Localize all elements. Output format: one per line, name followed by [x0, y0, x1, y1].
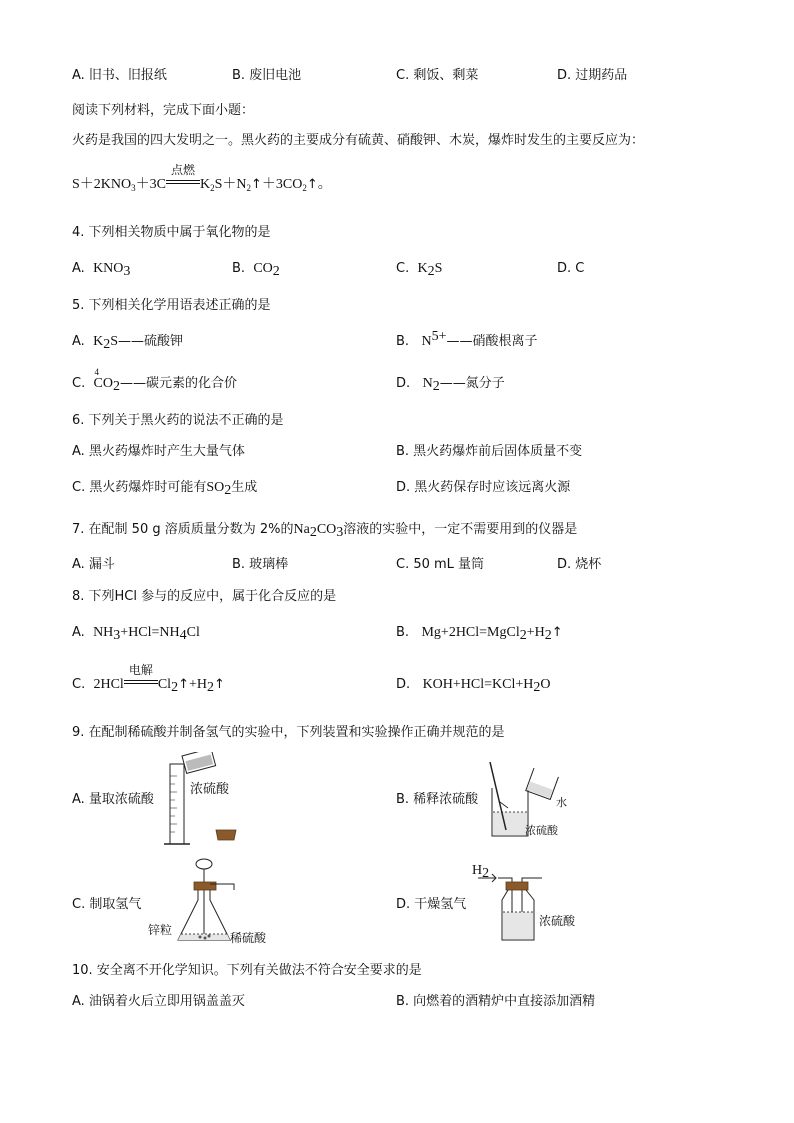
- q6-option-d: D. 黑火药保存时应该远离火源: [396, 480, 571, 495]
- q5-option-b: B. $N^{5+}——$硝酸根离子: [396, 329, 538, 349]
- q7-stem: 7. 在配制 50 g 溶质质量分数为 2%的$Na_2CO_3$溶液的实验中，一定不需要用到的仪器是: [72, 522, 578, 540]
- q7-option-c: C. 50 mL 量筒: [396, 557, 485, 572]
- q5-option-c: C. 4 $CO_2——$碳元素的化合价: [72, 367, 237, 394]
- q6-option-c: C. 黑火药爆炸时可能有$SO_2$生成: [72, 480, 258, 498]
- q6-option-a: A. 黑火药爆炸时产生大量气体: [72, 444, 245, 459]
- q9-b-water-label: 水: [556, 796, 567, 809]
- q9-option-d: D. 干燥氢气: [396, 897, 467, 912]
- q5-stem: 5. 下列相关化学用语表述正确的是: [72, 298, 271, 313]
- q10-stem: 10. 安全离不开化学知识。下列有关做法不符合安全要求的是: [72, 963, 422, 978]
- q10-option-a: A. 油锅着火后立即用锅盖盖灭: [72, 994, 245, 1009]
- q7-option-a: A. 漏斗: [72, 557, 115, 572]
- q9-stem: 9. 在配制稀硫酸并制备氢气的实验中，下列装置和实验操作正确并规范的是: [72, 725, 505, 740]
- q4-option-d: D. C: [557, 261, 585, 276]
- q4-option-a: A. $KNO_3$: [72, 261, 131, 279]
- material-intro: 阅读下列材料，完成下面小题：: [72, 103, 255, 118]
- q4-option-b: B. $CO_2$: [232, 261, 280, 279]
- q8-stem: 8. 下列HCl 参与的反应中，属于化合反应的是: [72, 589, 337, 604]
- q7-option-b: B. 玻璃棒: [232, 557, 289, 572]
- material-equation: $S+2KNO_3+3C$ 点燃 $K_2S+N_2↑+3CO_2↑$。: [72, 163, 332, 193]
- gas-drying-bottle-figure: [478, 860, 558, 944]
- electrolysis-mark: 电解: [124, 676, 158, 694]
- q9-d-h2-label: $H_2$: [472, 863, 490, 881]
- q8-option-c: C. 2HCl 电解 $Cl_2↑+H_2↑$: [72, 663, 225, 695]
- graduated-cylinder-figure: [160, 752, 260, 848]
- q3-option-c: C. 剩饭、剩菜: [396, 68, 479, 83]
- q3-option-d: D. 过期药品: [557, 68, 628, 83]
- q7-option-d: D. 烧杯: [557, 557, 602, 572]
- q5-option-d: D. $N_2——$氮分子: [396, 376, 505, 394]
- q9-c-zinc-label: 锌粒: [148, 923, 173, 937]
- q3-option-a: A. 旧书、旧报纸: [72, 68, 167, 83]
- q6-stem: 6. 下列关于黑火药的说法不正确的是: [72, 413, 284, 428]
- material-text: 火药是我国的四大发明之一。黑火药的主要成分有硫黄、硝酸钾、木炭，爆炸时发生的主要反应为：: [72, 133, 645, 148]
- q10-option-b: B. 向燃着的酒精炉中直接添加酒精: [396, 994, 596, 1009]
- q9-d-acid-label: 浓硫酸: [539, 914, 576, 928]
- q3-option-b: B. 废旧电池: [232, 68, 302, 83]
- q4-stem: 4. 下列相关物质中属于氧化物的是: [72, 225, 271, 240]
- q5-option-a: A. $K_2S——$硫酸钾: [72, 334, 183, 352]
- condition-mark: 点燃: [166, 176, 200, 194]
- q6-option-b: B. 黑火药爆炸前后固体质量不变: [396, 444, 583, 459]
- q9-option-c: C. 制取氢气: [72, 897, 142, 912]
- q9-option-a: A. 量取浓硫酸: [72, 792, 154, 807]
- q4-option-c: C. $K_2S$: [396, 261, 443, 279]
- q8-option-b: B. $Mg+2HCl=MgCl_2+H_2↑$: [396, 625, 563, 643]
- q8-option-a: A. $NH_3+HCl=NH_4Cl$: [72, 625, 200, 643]
- q8-option-d: D. $KOH+HCl=KCl+H_2O$: [396, 677, 551, 695]
- q9-a-acid-label: 浓硫酸: [190, 782, 230, 797]
- q9-option-b: B. 稀释浓硫酸: [396, 792, 479, 807]
- q9-c-acid-label: 稀硫酸: [230, 931, 267, 945]
- q9-b-acid-label: 浓硫酸: [525, 824, 558, 837]
